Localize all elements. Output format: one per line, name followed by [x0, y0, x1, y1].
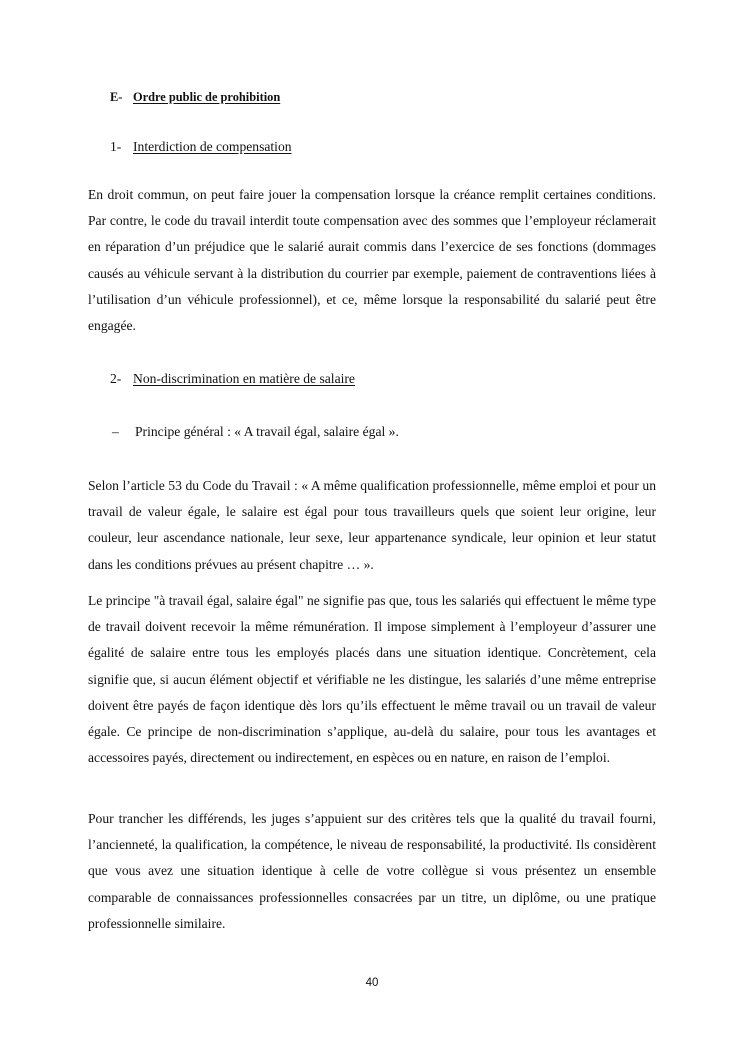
paragraph-compensation: En droit commun, on peut faire jouer la compensation lorsque la créance remplit certaines conditions. Par contre, le code du travail interdit toute compensation avec des sommes que l’employeur réclamerait en réparation d’un préjudice que le salarié aurait commis dans l’exercice de ses fonctions (dommages causés au véhicule servant à la distribution du courrier par exemple, paiement de contraventions liées à l’utilisation d’un véhicule professionnel), et ce, même lorsque la responsabilité du salarié peut être engagée. — [88, 187, 656, 334]
bullet-item — [112, 423, 399, 441]
paragraph-article-53: Selon l’article 53 du Code du Travail : « A même qualification professionnelle, même emploi et pour un travail de valeur égale, le salaire est égal pour tous travailleurs quels que soient leur origine, leur couleur, leur ascendance nationale, leur sexe, leur appartenance syndicale, leur opinion et leur statut dans les conditions prévues au présent chapitre … ». — [88, 478, 656, 572]
bullet-text: Principe général : « A travail égal, salaire égal ». — [135, 424, 399, 439]
paragraph-principle: Le principe "à travail égal, salaire égal" ne signifie pas que, tous les salariés qui effectuent le même type de travail doivent recevoir la même rémunération. Il impose simplement à l’employeur d’assurer une égalité de salaire entre tous les employés placés dans une situation identique. Concrètement, cela signifie que, si aucun élément objectif et vérifiable ne les distingue, les salariés d’une même entreprise doivent être payés de façon identique dès lors qu’ils effectuent le même travail ou un travail de valeur égale. Ce principe de non-discrimination s’applique, au-delà du salaire, pour tous les avantages et accessoires payés, directement ou indirectement, en espèces ou en nature, en raison de l’emploi. — [88, 593, 656, 766]
section-title: Ordre public de prohibition — [133, 90, 281, 104]
paragraph-judges-criteria: Pour trancher les différends, les juges s’appuient sur des critères tels que la qualité du travail fourni, l’ancienneté, la qualification, la compétence, le niveau de responsabilité, la productivité. Ils considèrent que vous avez une situation identique à celle de votre collègue si vous présentez un ensemble comparable de connaissances professionnelles consacrées par un titre, un diplôme, ou une pratique professionnelle similaire. — [88, 811, 656, 931]
subsection-title: Non-discrimination en matière de salaire — [133, 371, 355, 386]
section-heading-e — [110, 88, 280, 106]
subsection-number: 2- — [110, 371, 122, 386]
subsection-heading-2 — [110, 370, 355, 388]
section-number: E- — [110, 90, 123, 104]
subsection-heading-1 — [110, 138, 292, 156]
subsection-title: Interdiction de compensation — [133, 139, 292, 154]
bullet-marker: – — [112, 424, 119, 439]
subsection-number: 1- — [110, 139, 122, 154]
page-number: 40 — [365, 977, 379, 989]
